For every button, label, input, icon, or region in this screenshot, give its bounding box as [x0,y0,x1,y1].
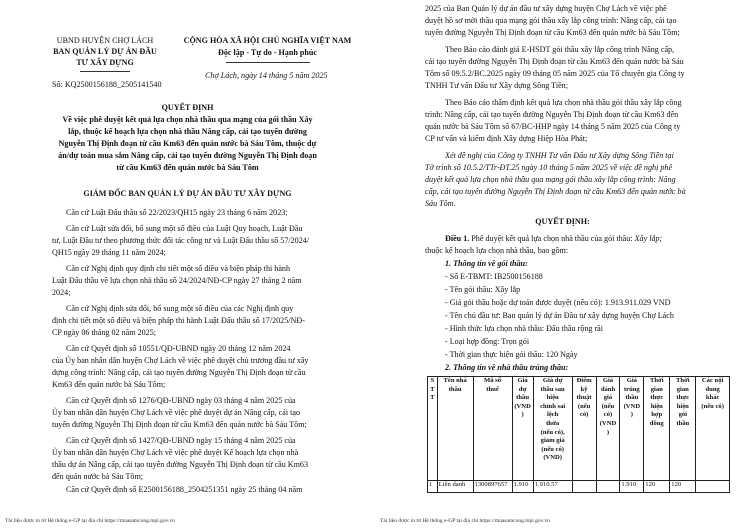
nation-line-1: CỘNG HÒA XÃ HỘI CHỦ NGHĨA VIỆT NAM [183,36,352,45]
header-package-duration: Thời gian thực hiện gói thầu [670,377,696,481]
basis-line: 2025 của Ban Quản lý dự án đầu tư xây dựng huyện Chợ Lách về việc phê [425,4,667,13]
package-info-item: - Thời gian thực hiện gói thầu: 120 Ngày [445,350,578,359]
basis-line: Căn cứ Nghị định quy định chi tiết một số điều và biện pháp thi hành [66,264,291,273]
cell-stt: 1 [428,481,438,493]
agency-line-3: TƯ XÂY DỰNG [76,58,134,67]
package-info-item: - Số E-TBMT: IB2500156188 [445,272,543,281]
basis-line: thầu dự án Nâng cấp, cải tạo tuyến đường Nguyễn Thị Định đoạn từ cầu Km63 [52,460,308,469]
basis-line: QH15 ngày 29 tháng 11 năm 2024; [52,248,166,257]
basis-line: quán nước bà Sáu Tôm số 67/BC-HHP ngày 14 tháng 5 năm 2025 của Công ty [425,122,681,131]
header-evaluated-price: Giá đánh giá (nếu có) (VND ) [596,377,620,481]
package-info-item: - Tên chủ đầu tư: Ban quản lý dự án Đầu tư xây dựng huyện Chợ Lách [445,311,674,320]
basis-line: Căn cứ Luật Đấu thầu số 22/2023/QH15 ngày 23 tháng 6 năm 2023; [66,208,288,217]
basis-line: CP tư vấn và kiểm định Xây dựng Hiệp Hòa Phát; [425,134,588,143]
table-header-row [428,377,730,481]
proposal-line: cấp, cải tạo tuyến đường Nguyễn Thị Định đoạn từ cầu Km63 đến quán nước bà [425,187,686,196]
basis-line: Theo Báo cáo đánh giá E-HSDT gói thầu xây lắp công trình Nâng cấp, [445,45,675,54]
header-technical-score: Điểm kỹ thuật (nếu có) [572,377,596,481]
package-info-item: - Tên gói thầu: Xây lắp [445,285,521,294]
basis-line: Tôm số 09.5.2/BC.2025 ngày 09 tháng 05 năm 2025 của Tổ chuyên gia Công ty [425,69,685,78]
decide-heading: QUYẾT ĐỊNH: [535,217,590,226]
page-footer: Tài liệu được in từ Hệ thống e-GP tại địa chỉ https://muasamcong.mpi.gov.vn [380,518,550,524]
basis-line: đến quán nước bà Sáu Tôm; [52,472,144,481]
basis-line: Km63 đến quán nước bà Sáu Tôm; [52,380,166,389]
article-1-text: Phê duyệt kết quả lựa chọn nhà thầu của gói thầu: [469,234,635,243]
cell-contract-duration: 120 [644,481,670,493]
basis-line: Căn cứ Luật sửa đổi, bổ sung một số điều của Luật Quy hoạch, Luật Đầu [66,224,303,233]
agency-line-2: BAN QUẢN LÝ DỰ ÁN ĐẦU [53,47,157,56]
header-bidder-name: Tên nhà thầu [437,377,473,481]
issue-date: Chợ Lách, ngày 14 tháng 5 năm 2025 [205,71,328,80]
basis-line: trình: Nâng cấp, cải tạo tuyến đường Nguyễn Thị Định đoạn từ cầu Km63 đến [425,110,679,119]
basis-line: Theo Báo cáo thẩm định kết quả lựa chọn nhà thầu gói thầu xây lắp công [445,98,682,107]
proposal-line: Sáu Tôm. [425,199,456,208]
header-winning-price: Giá trúng thầu (VND ) [620,377,644,481]
agency-underline [80,71,130,72]
proposal-line: Xét đề nghị của Công ty TNHH Tư vấn Đấu tư Xây dựng Sông Tiền tại [445,151,674,160]
nation-underline [226,62,310,63]
section-1-title: 1. Thông tin về gói thầu: [445,259,528,268]
cell-bid-price: 1.910 [512,481,533,493]
proposal-line: Tờ trình số 10.5.2/TTr-ĐT.25 ngày 10 tháng 5 năm 2025 về việc đề nghị phê [425,163,673,172]
basis-line: Luật Đấu thầu về lựa chọn nhà thầu số 24/2024/NĐ-CP ngày 27 tháng 2 năm [52,276,302,285]
basis-line: tuyến đường Nguyễn Thị Định đoạn từ cầu Km63 đến quán nước bà Sáu Tôm; [52,420,307,429]
header-other-content: Các nội dung khác (nếu có) [696,377,730,481]
winning-bidder-table [427,376,730,493]
subject-line: từ cầu Km63 đến quán nước bà Sáu Tôm [116,163,259,172]
basis-line: tuyến đường Nguyễn Thị Định đoạn từ cầu Km63 đến quán nước bà Sáu Tôm; [425,28,680,37]
subject-line: án/dự toán mua sắm Nâng cấp, cải tạo tuyến đường Nguyễn Thị Định đoạn [58,151,317,160]
article-1-package: Xây lắp; [634,234,663,243]
cell-evaluated-price [596,481,620,493]
basis-line: TNHH Tư vấn Đấu tư Xây dựng Sông Tiền; [425,81,568,90]
subject-line: lắp, thuộc kế hoạch lựa chọn nhà thầu Nâng cấp, cải tạo tuyến đường [68,127,307,136]
cell-winning-price: 1.910 [620,481,644,493]
subject-line: Nguyễn Thị Định đoạn từ cầu Km63 đến quán nước bà Sáu Tôm, thuộc dự [58,139,317,148]
header-contract-duration: Thời gian thực hiện hợp đồng [644,377,670,481]
proposal-line: duyệt kết quả lựa chọn nhà thầu qua mạng gói thầu xây lắp công trình: Nâng [425,175,676,184]
basis-line: Căn cứ Quyết định số 10551/QĐ-UBND ngày 20 tháng 12 năm 2024 [66,344,291,353]
article-1-label: Điều 1. [445,234,470,243]
cell-adjusted-price: 1.910.57 [533,481,572,493]
page-footer: Tài liệu được in từ Hệ thống e-GP tại địa chỉ https://muasamcong.mpi.gov.vn [5,518,175,524]
basis-line: cải tạo tuyến đường Nguyễn Thị Định đoạn từ cầu Km63 đến quán nước bà Sáu [425,57,684,66]
cell-other-content [696,481,730,493]
article-1 [445,233,662,246]
basis-line: Ủy ban nhân dân huyện Chợ Lách về việc phê duyệt Kế hoạch lựa chọn nhà [52,448,299,457]
basis-line: Căn cứ Quyết định số E2500156188_2504251351 ngày 25 tháng 04 năm [66,485,303,494]
basis-line: Ủy ban nhân dân huyện Chợ Lách về việc phê duyệt dự án Nâng cấp, cải tạo [52,408,301,417]
basis-line: 2024; [52,288,71,297]
basis-line: Căn cứ Quyết định số 1427/QĐ-UBND ngày 15 tháng 4 năm 2025 của [66,436,296,445]
cell-tax-code: 1300897657 [473,481,512,493]
header-tax-code: Mã số thuế [473,377,512,481]
table-row [428,481,730,493]
nation-line-2: Độc lập - Tự do - Hạnh phúc [218,48,317,57]
package-info-item: - Loại hợp đồng: Trọn gói [445,337,530,346]
package-info-item: - Hình thức lựa chọn nhà thầu: Đấu thầu rộng rãi [445,324,604,333]
agency-line-1: UBND HUYỆN CHỢ LÁCH [56,36,154,45]
cell-package-duration: 120 [670,481,696,493]
package-info-item: - Giá gói thầu hoặc dự toán được duyệt (nếu có): 1.913.911.029 VND [445,298,671,307]
cell-technical-score [572,481,596,493]
right-page [375,0,750,531]
header-bid-price: Giá dự thầu (VND ) [512,377,533,481]
cell-bidder-name: Liên danh [437,481,473,493]
basis-line: Căn cứ Quyết định số 1276/QĐ-UBND ngày 03 tháng 4 năm 2025 của [66,396,296,405]
basis-line: duyệt hồ sơ mời thầu qua mạng gói thầu xây lắp công trình: Nâng cấp, cải tạo [425,16,677,25]
header-stt: S T T [428,377,438,481]
article-1-line-2: thuộc kế hoạch lựa chọn nhà thầu, bao gồm: [425,246,569,255]
basis-line: dựng công trình: Nâng cấp, cải tạo tuyến đường Nguyễn Thị Định đoạn từ cầu [52,368,306,377]
basis-line: Căn cứ Nghị định sửa đổi, bổ sung một số điều của các Nghị định quy [66,304,294,313]
subject-line: Về việc phê duyệt kết quả lựa chọn nhà thầu qua mạng của gói thầu Xây [62,115,313,124]
basis-line: tư, Luật Đầu tư theo phương thức đối tác công tư và Luật Đấu thầu số 57/2024/ [52,236,310,245]
section-2-title: 2. Thông tin về nhà thầu trúng thầu: [445,363,569,372]
basis-line: CP ngày 06 tháng 02 năm 2025; [52,328,157,337]
decision-title: QUYẾT ĐỊNH [161,103,214,112]
header-adjusted-price: Giá dự thầu sau hiệu chỉnh sai lệch thừa (nếu có), giảm giá (nếu có) (VND) [533,377,572,481]
document-number: Số: KQ2500156188_2505141540 [52,80,162,89]
authority-heading: GIÁM ĐỐC BAN QUẢN LÝ DỰ ÁN ĐẦU TƯ XÂY DỰNG [83,189,292,198]
basis-line: định chi tiết một số điều và biện pháp thi hành Luật Đấu thầu số 17/2025/NĐ- [52,316,305,325]
basis-line: của Ủy ban nhân dân huyện Chợ Lách về việc phê duyệt chủ trương đầu tư xây [52,356,309,365]
